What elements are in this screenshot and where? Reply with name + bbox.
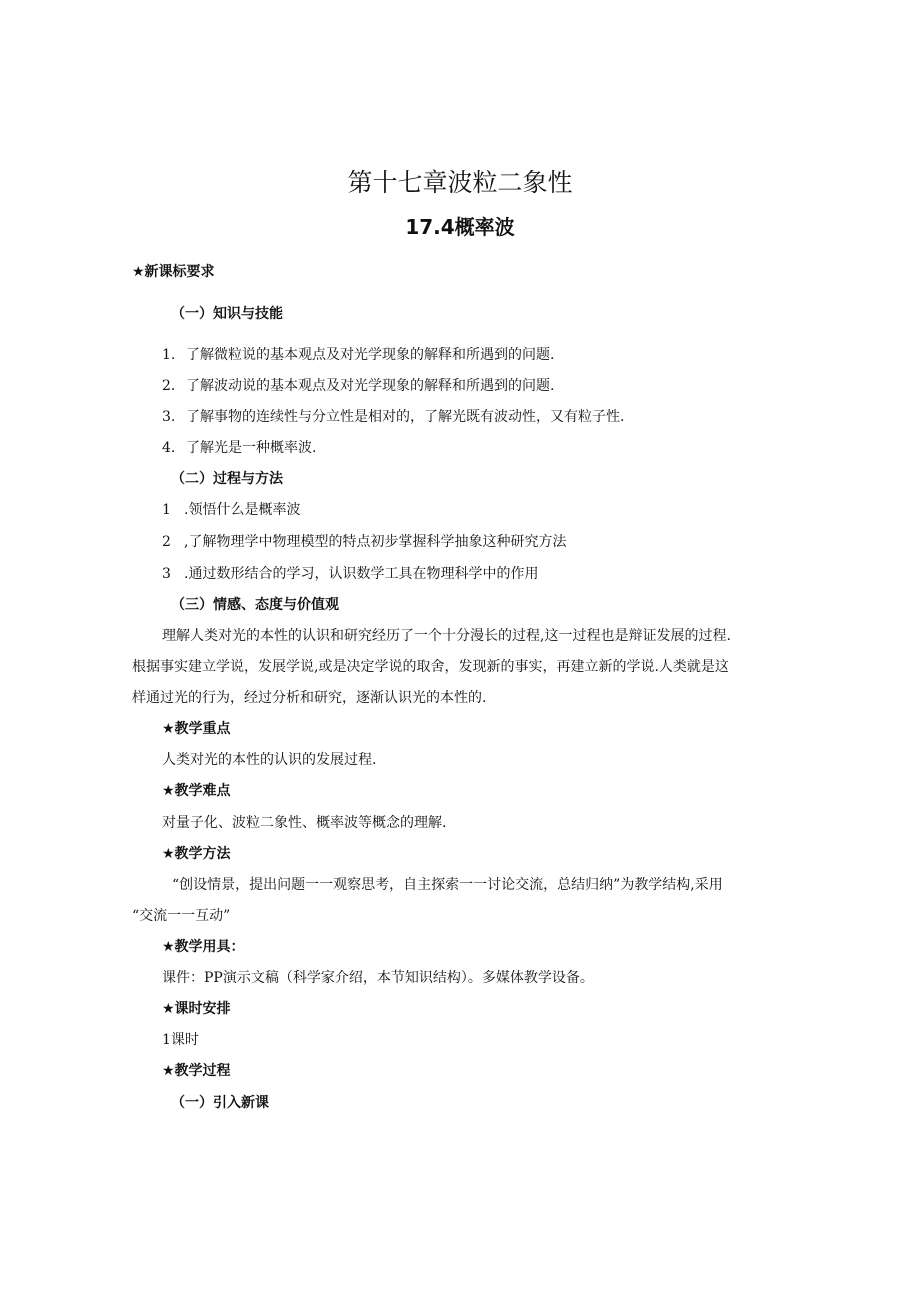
list-item-text: .领悟什么是概率波 [184,502,301,518]
difficulty-heading: ★教学难点 [162,783,231,799]
list-item-number: 3 [162,566,171,582]
key-point-text: 人类对光的本性的认识的发展过程. [162,752,377,768]
schedule-heading: ★课时安排 [162,1001,231,1017]
list-item [162,345,554,365]
list-item-number: 1 [162,502,171,518]
list-item-number: 4. [162,440,176,456]
paragraph-line: “交流一一互动” [132,908,231,924]
schedule-text: 1课时 [162,1032,199,1048]
method-heading: ★教学方法 [162,846,231,862]
requirements-heading: ★新课标要求 [132,264,215,280]
list-item-number: 3. [162,409,176,425]
paragraph-line: 根据事实建立学说，发展学说,或是决定学说的取舍，发现新的事实，再建立新的学说.人类就是这 [132,659,729,675]
list-item-text: .通过数形结合的学习，认识数学工具在物理科学中的作用 [184,566,539,582]
emotion-heading: （三）情感、态度与价值观 [171,597,339,613]
list-item-text: ,了解物理学中物理模型的特点初步掌握科学抽象这种研究方法 [184,534,567,550]
list-item [162,376,554,396]
tools-heading: ★教学用具： [162,939,245,955]
list-item [162,564,538,584]
list-item-number: 1. [162,347,176,363]
paragraph-line: 理解人类对光的本性的认识和研究经历了一个十分漫长的过程,这一过程也是辩证发展的过程. [162,628,731,644]
knowledge-heading: （一）知识与技能 [171,306,283,322]
section-title: 17.4概率波 [405,215,515,239]
difficulty-text: 对量子化、波粒二象性、概率波等概念的理解. [162,815,447,831]
list-item [162,438,316,458]
tools-text: 课件：PP演示文稿（科学家介绍，本节知识结构）。多媒体教学设备。 [162,970,594,986]
list-item [162,532,566,552]
paragraph-line: “创设情景，提出问题一一观察思考，自主探索一一讨论交流，总结归纳”为教学结构,采用 [172,877,723,893]
paragraph-line: 样通过光的行为，经过分析和研究，逐渐认识光的本性的. [132,690,487,706]
list-item-text: 了解事物的连续性与分立性是相对的，了解光既有波动性，又有粒子性. [186,409,625,425]
key-point-heading: ★教学重点 [162,721,231,737]
intro-heading: （一）引入新课 [171,1095,269,1111]
list-item-number: 2. [162,378,176,394]
teaching-process-heading: ★教学过程 [162,1063,231,1079]
chapter-title: 第十七章波粒二象性 [347,168,573,197]
list-item-text: 了解光是一种概率波. [186,440,317,456]
process-heading: （二）过程与方法 [171,471,283,487]
list-item-number: 2 [162,534,171,550]
list-item-text: 了解波动说的基本观点及对光学现象的解释和所遇到的问题. [186,378,555,394]
list-item-text: 了解微粒说的基本观点及对光学现象的解释和所遇到的问题. [186,347,555,363]
list-item [162,407,624,427]
list-item [162,500,300,520]
